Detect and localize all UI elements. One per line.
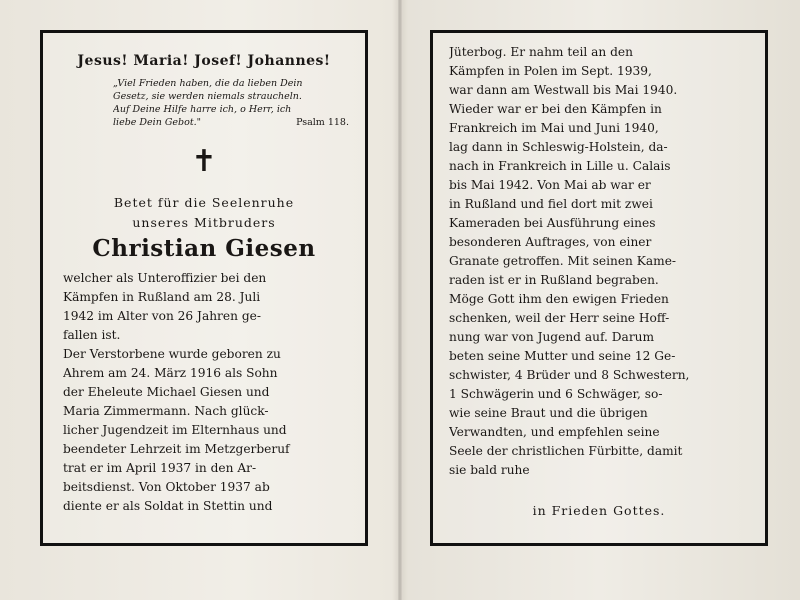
text-line: beitsdienst. Von Oktober 1937 ab — [63, 480, 270, 494]
text-line: welcher als Unteroffizier bei den — [63, 271, 267, 285]
text-line: war dann am Westwall bis Mai 1940. — [449, 83, 678, 97]
text-line: fallen ist. — [63, 328, 121, 342]
text-line: schenken, weil der Herr seine Hoff- — [449, 311, 670, 325]
text-line: Möge Gott ihm den ewigen Frieden — [449, 292, 669, 306]
text-line: Seele der christlichen Fürbitte, damit — [449, 444, 683, 458]
left-body-text — [63, 269, 343, 516]
text-line: licher Jugendzeit im Elternhaus und — [63, 423, 287, 437]
right-body-text — [449, 43, 749, 480]
text-line: nach in Frankreich in Lille u. Calais — [449, 159, 671, 173]
text-line: beten seine Mutter und seine 12 Ge- — [449, 349, 676, 363]
text-line: in Rußland und fiel dort mit zwei — [449, 197, 653, 211]
text-line: 1 Schwägerin und 6 Schwäger, so- — [449, 387, 663, 401]
text-line: 1942 im Alter von 26 Jahren ge- — [63, 309, 261, 323]
text-line: Kämpfen in Polen im Sept. 1939, — [449, 64, 652, 78]
text-line: wie seine Braut und die übrigen — [449, 406, 648, 420]
deceased-name: Christian Giesen — [92, 235, 316, 262]
closing-line: in Frieden Gottes. — [532, 503, 666, 518]
quote-line: Auf Deine Hilfe harre ich, o Herr, ich — [113, 104, 292, 115]
text-line: der Eheleute Michael Giesen und — [63, 385, 270, 399]
text-line: Frankreich im Mai und Juni 1940, — [449, 121, 659, 135]
text-line: nung war von Jugend auf. Darum — [449, 330, 655, 344]
text-line: bis Mai 1942. Von Mai ab war er — [449, 178, 651, 192]
text-line: Wieder war er bei den Kämpfen in — [449, 102, 662, 116]
text-line: trat er im April 1937 in den Ar- — [63, 461, 257, 475]
text-line: Granate getroffen. Mit seinen Kame- — [449, 254, 677, 268]
motto: Jesus! Maria! Josef! Johannes! — [77, 53, 331, 69]
text-line: Maria Zimmermann. Nach glück- — [63, 404, 269, 418]
text-line: Ahrem am 24. März 1916 als Sohn — [63, 366, 278, 380]
quote-line-last — [113, 116, 349, 129]
text-line: schwister, 4 Brüder und 8 Schwestern, — [449, 368, 690, 382]
text-line: lag dann in Schleswig-Holstein, da- — [449, 140, 668, 154]
text-line: Verwandten, und empfehlen seine — [449, 425, 660, 439]
text-line: raden ist er in Rußland begraben. — [449, 273, 659, 287]
text-line: sie bald ruhe — [449, 463, 530, 477]
quote-last-text: liebe Dein Gebot." — [113, 117, 202, 128]
text-line: beendeter Lehrzeit im Metzgerberuf — [63, 442, 290, 456]
psalm-quote — [113, 77, 349, 129]
prayer-line-1: Betet für die Seelenruhe — [113, 195, 295, 210]
left-panel — [40, 30, 368, 546]
text-line: besonderen Auftrages, von einer — [449, 235, 652, 249]
right-panel — [430, 30, 768, 546]
text-line: Der Verstorbene wurde geboren zu — [63, 347, 281, 361]
quote-line: Gesetz, sie werden niemals straucheln. — [113, 91, 302, 102]
psalm-reference: Psalm 118. — [296, 117, 349, 128]
center-fold — [398, 0, 402, 600]
text-line: Jüterbog. Er nahm teil an den — [449, 45, 633, 59]
text-line: diente er als Soldat in Stettin und — [63, 499, 273, 513]
prayer-heading — [43, 193, 365, 233]
quote-line: „Viel Frieden haben, die da lieben Dein — [113, 78, 303, 89]
cross-icon: ✝ — [191, 144, 217, 179]
prayer-line-2: unseres Mitbruders — [132, 215, 276, 230]
text-line: Kämpfen in Rußland am 28. Juli — [63, 290, 261, 304]
text-line: Kameraden bei Ausführung eines — [449, 216, 656, 230]
